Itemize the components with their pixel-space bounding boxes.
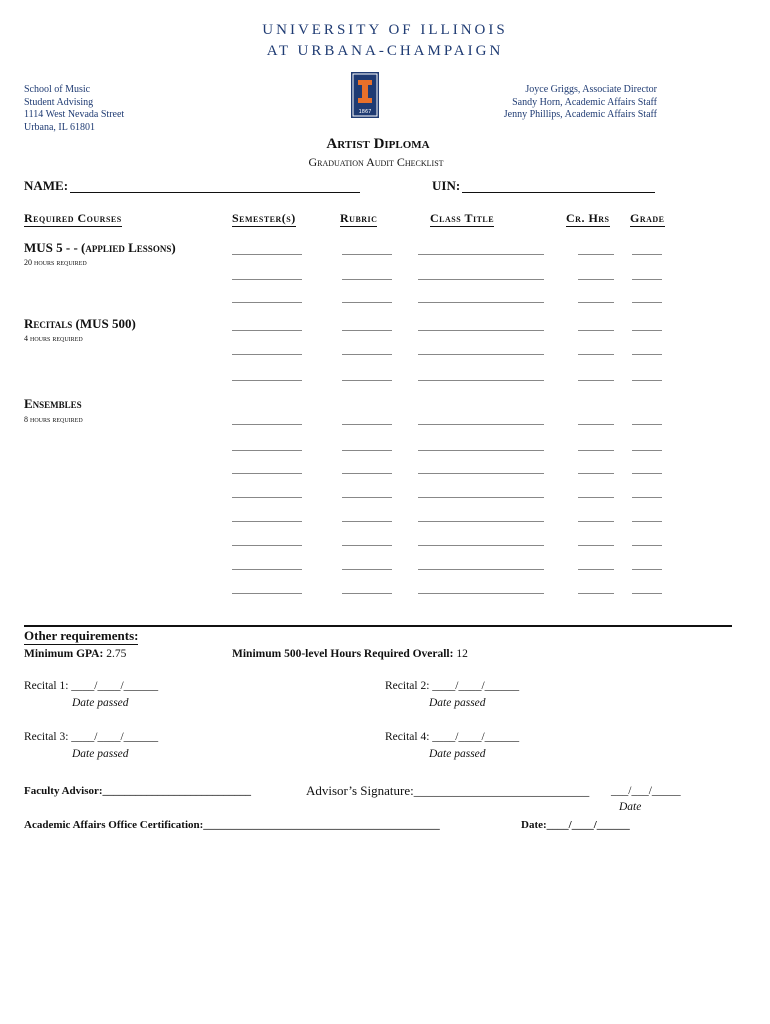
credit-hours-blank[interactable]	[578, 302, 614, 303]
class-title-blank[interactable]	[418, 569, 544, 570]
certification-date-field[interactable]: Date:____/____/______	[521, 819, 630, 831]
grade-blank[interactable]	[632, 380, 662, 381]
class-title-blank[interactable]	[418, 424, 544, 425]
recital-1-date-passed: Date passed	[72, 697, 129, 709]
min-500-hours-label: Minimum 500-level Hours Required Overall:	[232, 648, 454, 660]
class-title-blank[interactable]	[418, 497, 544, 498]
advisor-date-field[interactable]: ___/___/_____	[611, 785, 681, 797]
divider	[24, 625, 732, 627]
address-line: Urbana, IL 61801	[24, 121, 95, 133]
section-title-applied-lessons: MUS 5 - - (applied Lessons)	[24, 240, 176, 255]
page-subtitle: Graduation Audit Checklist	[308, 155, 444, 169]
recital-4-date-passed: Date passed	[429, 748, 486, 760]
credit-hours-blank[interactable]	[578, 424, 614, 425]
recital-2-date[interactable]: Recital 2: ____/____/______	[385, 680, 520, 692]
advisor-date-label: Date	[619, 801, 642, 813]
grade-blank[interactable]	[632, 302, 662, 303]
credit-hours-blank[interactable]	[578, 279, 614, 280]
class-title-blank[interactable]	[418, 302, 544, 303]
class-title-blank[interactable]	[418, 380, 544, 381]
advisor-signature-field[interactable]: Advisor’s Signature:___________________________	[306, 783, 590, 798]
col-header-required-courses: Required Courses	[24, 211, 122, 225]
staff-contacts	[504, 84, 657, 122]
class-title-blank[interactable]	[418, 521, 544, 522]
credit-hours-blank[interactable]	[578, 497, 614, 498]
col-header-credit-hours: Cr. Hrs	[566, 211, 610, 225]
rubric-blank[interactable]	[342, 569, 392, 570]
grade-blank[interactable]	[632, 254, 662, 255]
col-header-grade: Grade	[630, 211, 665, 225]
grade-blank[interactable]	[632, 279, 662, 280]
class-title-blank[interactable]	[418, 330, 544, 331]
rubric-blank[interactable]	[342, 545, 392, 546]
credit-hours-blank[interactable]	[578, 545, 614, 546]
class-title-blank[interactable]	[418, 545, 544, 546]
grade-blank[interactable]	[632, 545, 662, 546]
page-title: Artist Diploma	[326, 136, 430, 152]
min-500-hours-value: 12	[456, 648, 468, 660]
credit-hours-blank[interactable]	[578, 380, 614, 381]
col-header-semester: Semester(s)	[232, 211, 296, 225]
credit-hours-blank[interactable]	[578, 593, 614, 594]
credit-hours-blank[interactable]	[578, 473, 614, 474]
rubric-blank[interactable]	[342, 521, 392, 522]
rubric-blank[interactable]	[342, 354, 392, 355]
rubric-blank[interactable]	[342, 497, 392, 498]
grade-blank[interactable]	[632, 569, 662, 570]
semester-blank[interactable]	[232, 302, 302, 303]
credit-hours-blank[interactable]	[578, 330, 614, 331]
section-note-recitals: 4 hours required	[24, 334, 83, 343]
address-line: 1114 West Nevada Street	[24, 109, 125, 120]
grade-blank[interactable]	[632, 330, 662, 331]
uin-field[interactable]	[462, 192, 655, 193]
min-gpa-value: 2.75	[106, 648, 127, 660]
class-title-blank[interactable]	[418, 354, 544, 355]
semester-blank[interactable]	[232, 593, 302, 594]
credit-hours-blank[interactable]	[578, 450, 614, 451]
semester-blank[interactable]	[232, 569, 302, 570]
credit-hours-blank[interactable]	[578, 521, 614, 522]
semester-blank[interactable]	[232, 254, 302, 255]
semester-blank[interactable]	[232, 279, 302, 280]
semester-blank[interactable]	[232, 330, 302, 331]
semester-blank[interactable]	[232, 380, 302, 381]
rubric-blank[interactable]	[342, 424, 392, 425]
col-header-class-title: Class Title	[430, 211, 495, 225]
rubric-blank[interactable]	[342, 593, 392, 594]
rubric-blank[interactable]	[342, 279, 392, 280]
rubric-blank[interactable]	[342, 473, 392, 474]
university-logo	[351, 72, 379, 118]
recital-2-date-passed: Date passed	[429, 697, 486, 709]
university-name-line2: AT URBANA-CHAMPAIGN	[266, 43, 504, 59]
grade-blank[interactable]	[632, 424, 662, 425]
contact-line: Sandy Horn, Academic Affairs Staff	[512, 96, 657, 108]
section-title-recitals: Recitals (MUS 500)	[24, 316, 136, 331]
grade-blank[interactable]	[632, 354, 662, 355]
semester-blank[interactable]	[232, 450, 302, 451]
semester-blank[interactable]	[232, 497, 302, 498]
rubric-blank[interactable]	[342, 450, 392, 451]
class-title-blank[interactable]	[418, 473, 544, 474]
address-line: School of Music	[24, 84, 91, 95]
col-header-rubric: Rubric	[340, 211, 378, 225]
uin-label: UIN:	[432, 178, 461, 193]
rubric-blank[interactable]	[342, 302, 392, 303]
section-note-ensembles: 8 hours required	[24, 415, 83, 424]
other-requirements-heading: Other requirements:	[24, 628, 139, 643]
class-title-blank[interactable]	[418, 450, 544, 451]
semester-blank[interactable]	[232, 473, 302, 474]
section-note-applied-lessons: 20 hours required	[24, 258, 87, 267]
semester-blank[interactable]	[232, 521, 302, 522]
name-label: NAME:	[24, 178, 69, 193]
grade-blank[interactable]	[632, 593, 662, 594]
class-title-blank[interactable]	[418, 254, 544, 255]
class-title-blank[interactable]	[418, 279, 544, 280]
contact-line: Jenny Phillips, Academic Affairs Staff	[503, 109, 657, 120]
recital-3-date[interactable]: Recital 3: ____/____/______	[24, 731, 159, 743]
address-line: Student Advising	[24, 96, 94, 108]
block-i-icon	[351, 72, 379, 118]
recital-4-date[interactable]: Recital 4: ____/____/______	[385, 731, 520, 743]
recital-1-date[interactable]: Recital 1: ____/____/______	[24, 680, 159, 692]
name-field[interactable]	[70, 192, 360, 193]
university-name-line1: UNIVERSITY OF ILLINOIS	[262, 22, 508, 38]
section-title-ensembles: Ensembles	[24, 396, 82, 411]
semester-blank[interactable]	[232, 424, 302, 425]
semester-blank[interactable]	[232, 354, 302, 355]
min-gpa-label: Minimum GPA:	[24, 648, 104, 660]
grade-blank[interactable]	[632, 497, 662, 498]
credit-hours-blank[interactable]	[578, 354, 614, 355]
rubric-blank[interactable]	[342, 330, 392, 331]
grade-blank[interactable]	[632, 450, 662, 451]
rubric-blank[interactable]	[342, 380, 392, 381]
svg-text:1867: 1867	[358, 109, 372, 115]
grade-blank[interactable]	[632, 521, 662, 522]
rubric-blank[interactable]	[342, 254, 392, 255]
credit-hours-blank[interactable]	[578, 569, 614, 570]
office-certification-field[interactable]: Academic Affairs Office Certification:___________________________________________	[24, 819, 440, 831]
department-address	[24, 84, 124, 134]
semester-blank[interactable]	[232, 545, 302, 546]
credit-hours-blank[interactable]	[578, 254, 614, 255]
recital-3-date-passed: Date passed	[72, 748, 129, 760]
faculty-advisor-field[interactable]: Faculty Advisor:___________________________	[24, 785, 252, 797]
class-title-blank[interactable]	[418, 593, 544, 594]
contact-line: Joyce Griggs, Associate Director	[525, 84, 657, 95]
grade-blank[interactable]	[632, 473, 662, 474]
